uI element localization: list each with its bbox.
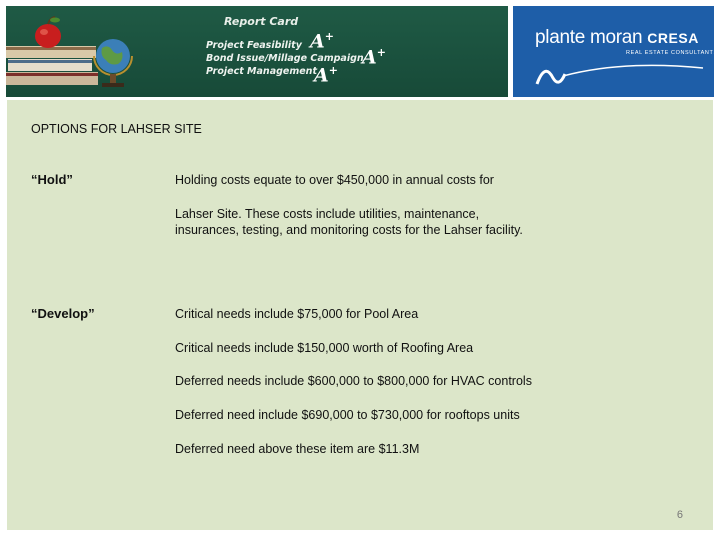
option-paragraph: Lahser Site. These costs include utilities, maintenance, insurances, testing, and monitoring costs for the Lahser facility. [175,207,523,237]
slide-heading: OPTIONS FOR LAHSER SITE [31,122,202,136]
company-logo-text: plante moran CRESA [535,27,699,48]
grade-a-plus: A+ [314,64,338,87]
option-paragraph: Critical needs include $150,000 worth of Roofing Area [175,341,474,355]
option-paragraph: Deferred need include $690,000 to $730,000 for rooftops units [175,408,520,422]
page-number: 6 [676,509,683,521]
header-banner [6,6,718,97]
option-paragraph: Critical needs include $75,000 for Pool Area [175,307,419,321]
logo-swoosh-icon [527,54,707,94]
company-tagline: REAL ESTATE CONSULTANTS [626,50,718,56]
option-label-hold: “Hold” [31,172,73,187]
option-paragraph: Holding costs equate to over $450,000 in annual costs for [175,173,494,187]
books-apple-globe-illustration [6,6,156,97]
option-label-develop: “Develop” [31,306,95,321]
option-paragraph: Deferred need above these item are $11.3M [175,442,420,456]
slide-content-panel [7,100,713,530]
report-card-item: Bond Issue/Millage Campaign [206,53,364,64]
report-card-item: Project Feasibility [206,40,302,51]
brand-logo-panel [513,6,718,97]
report-card-item: Project Management [206,66,317,77]
grade-a-plus: A+ [362,46,386,69]
option-paragraph: Deferred needs include $600,000 to $800,000 for HVAC controls [175,374,532,388]
report-card-chalkboard [6,6,508,97]
report-card-title: Report Card [224,15,299,28]
grade-a-plus: A+ [310,30,334,53]
